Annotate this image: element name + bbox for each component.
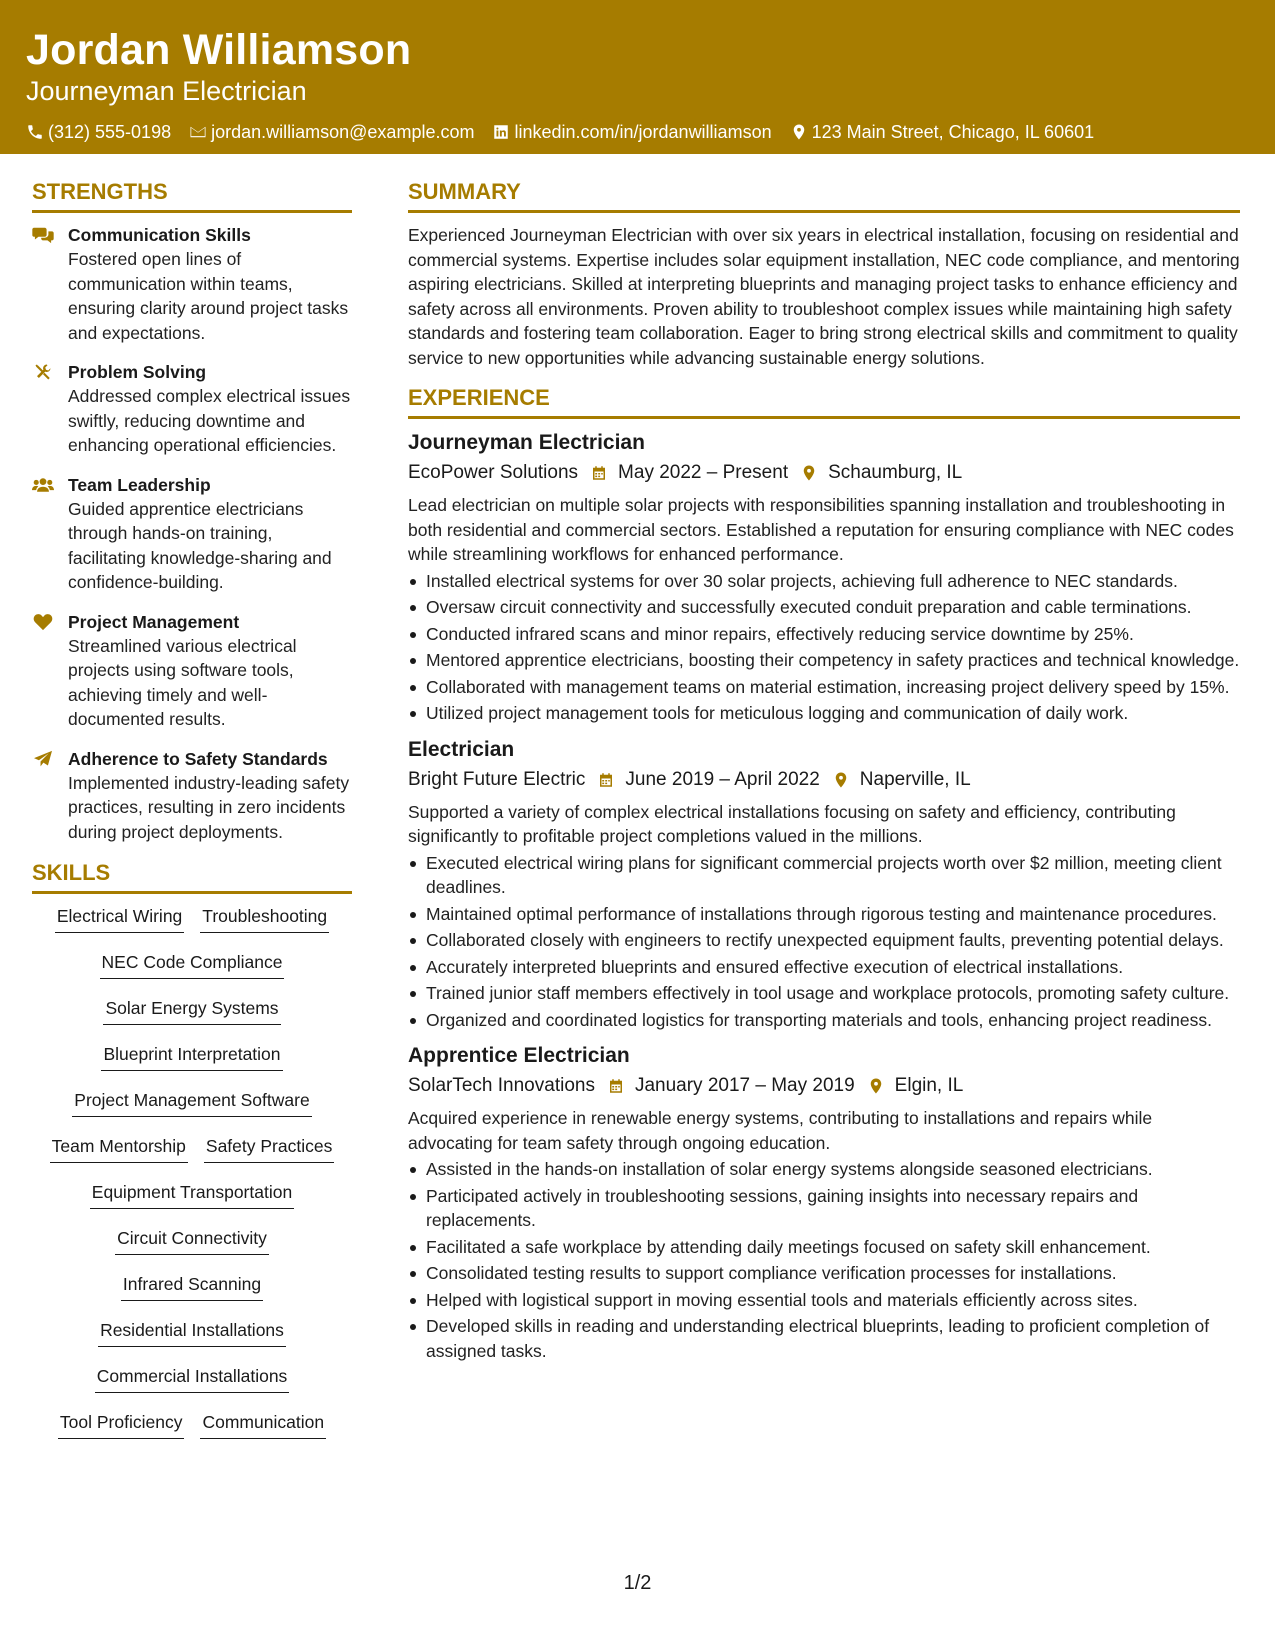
job-bullet: Oversaw circuit connectivity and successfully executed conduit preparation and cable terminations. (408, 595, 1240, 620)
job-bullet: Participated actively in troubleshooting sessions, gaining insights into necessary repairs and replacements. (408, 1184, 1240, 1233)
strengths-heading: STRENGTHS (32, 178, 352, 213)
job-bullet: Accurately interpreted blueprints and ensured effective execution of electrical installations. (408, 955, 1240, 980)
strength-description: Streamlined various electrical projects using software tools, achieving timely and well-documented results. (68, 635, 297, 729)
job-entry (408, 736, 1240, 1033)
skill-tag: Troubleshooting (200, 904, 329, 933)
strength-description: Addressed complex electrical issues swiftly, reducing downtime and enhancing operational efficiencies. (68, 386, 351, 455)
skill-tag: Commercial Installations (95, 1364, 290, 1393)
job-bullets (408, 851, 1240, 1033)
candidate-role: Journeyman Electrician (26, 76, 307, 106)
contact-bar (26, 120, 1249, 144)
resume-header (0, 0, 1275, 154)
map-pin-icon (790, 123, 808, 141)
skill-tag: Communication (200, 1410, 326, 1439)
right-column (408, 178, 1240, 1373)
job-entry (408, 429, 1240, 726)
map-pin-icon (867, 1077, 885, 1095)
job-location: Naperville, IL (859, 768, 971, 790)
summary-text: Experienced Journeyman Electrician with over six years in electrical installation, focusing on residential and commercial systems. Expertise includes solar equipment installation, NEC code compliance, and mentoring aspiring electricians. Skilled at interpreting blueprints and managing project tasks to enhance efficiency and safety across all environments. Proven ability to troubleshoot complex issues while maintaining high safety standards and fostering team collaboration. Eager to bring strong electrical skills and commitment to quality service to new opportunities while advancing sustainable energy solutions. (408, 225, 1240, 368)
skill-tag: Safety Practices (204, 1134, 334, 1163)
job-title: Journeyman Electrician (408, 431, 645, 454)
job-company: SolarTech Innovations (408, 1075, 595, 1096)
envelope-icon (189, 123, 207, 141)
job-description: Supported a variety of complex electrical installations focusing on safety and efficiency, contributing significantly to profitable project completions valued in the millions. (408, 801, 1176, 846)
strength-description: Guided apprentice electricians through hands-on training, facilitating knowledge-sharing and confidence-building. (68, 498, 332, 592)
linkedin-icon (492, 123, 510, 141)
skill-tag: Equipment Transportation (90, 1180, 294, 1209)
contact-email[interactable] (189, 120, 474, 144)
page-number: 1/2 (623, 1572, 652, 1594)
paper-plane-icon (32, 750, 54, 768)
job-location: Schaumburg, IL (828, 462, 963, 483)
skill-tag: Team Mentorship (50, 1134, 188, 1163)
candidate-name: Jordan Williamson (26, 26, 412, 74)
comments-icon (32, 226, 54, 244)
experience-heading: EXPERIENCE (408, 384, 1240, 419)
job-title: Apprentice Electrician (408, 1044, 630, 1067)
users-icon (32, 476, 54, 494)
calendar-icon (607, 1077, 625, 1095)
skill-tag: Project Management Software (72, 1088, 311, 1117)
summary-heading: SUMMARY (408, 178, 1240, 213)
job-description: Acquired experience in renewable energy systems, contributing to installations and repairs while advocating for team safety through ongoing education. (408, 1108, 1153, 1153)
job-bullet: Maintained optimal performance of installations through rigorous testing and maintenance procedures. (408, 902, 1240, 927)
job-location: Elgin, IL (894, 1075, 964, 1096)
contact-address (790, 120, 1095, 144)
job-bullets (408, 569, 1240, 726)
contact-email-text: jordan.williamson@example.com (211, 122, 475, 142)
contact-phone-text: (312) 555-0198 (48, 122, 172, 142)
job-bullet: Facilitated a safe workplace by attending daily meetings focused on safety skill enhancement. (408, 1235, 1240, 1260)
job-meta (408, 765, 1240, 795)
skill-tag: NEC Code Compliance (100, 950, 285, 979)
job-bullet: Executed electrical wiring plans for significant commercial projects worth over $2 million, meeting client deadlines. (408, 851, 1240, 900)
job-bullet: Collaborated closely with engineers to rectify unexpected equipment faults, preventing potential delays. (408, 928, 1240, 953)
strength-name: Problem Solving (68, 362, 207, 382)
job-bullet: Conducted infrared scans and minor repairs, effectively reducing service downtime by 25%. (408, 622, 1240, 647)
job-bullet: Consolidated testing results to support compliance verification processes for installations. (408, 1261, 1240, 1286)
job-entry (408, 1042, 1240, 1363)
job-dates: June 2019 – April 2022 (625, 768, 820, 790)
tools-icon (32, 363, 54, 381)
strength-item (32, 610, 352, 732)
skills-heading: SKILLS (32, 859, 352, 894)
contact-phone[interactable] (26, 120, 171, 144)
strength-item (32, 473, 352, 595)
job-bullet: Assisted in the hands-on installation of solar energy systems alongside seasoned electricians. (408, 1157, 1240, 1182)
job-title: Electrician (408, 737, 515, 761)
job-company: Bright Future Electric (408, 768, 586, 790)
job-bullet: Organized and coordinated logistics for transporting materials and tools, enhancing project readiness. (408, 1008, 1240, 1033)
job-bullet: Helped with logistical support in moving essential tools and materials efficiently across sites. (408, 1288, 1240, 1313)
phone-icon (26, 123, 44, 141)
contact-linkedin[interactable] (492, 120, 771, 144)
calendar-icon (597, 771, 615, 789)
job-dates: January 2017 – May 2019 (634, 1075, 855, 1096)
job-description: Lead electrician on multiple solar projects with responsibilities spanning installation and troubleshooting in both residential and commercial sectors. Established a reputation for ensuring compliance with NEC codes while streamlining workflows for enhanced performance. (408, 495, 1234, 564)
skill-tag: Infrared Scanning (121, 1272, 263, 1301)
strength-name: Team Leadership (68, 474, 211, 495)
skill-tag: Blueprint Interpretation (101, 1042, 282, 1071)
contact-address-text: 123 Main Street, Chicago, IL 60601 (811, 122, 1095, 142)
job-meta (408, 458, 1240, 488)
job-bullet: Utilized project management tools for meticulous logging and communication of daily work. (408, 701, 1240, 726)
strength-description: Implemented industry-leading safety practices, resulting in zero incidents during project deployments. (68, 772, 350, 842)
job-bullets (408, 1157, 1240, 1363)
contact-linkedin-text: linkedin.com/in/jordanwilliamson (514, 122, 772, 142)
skill-tag: Residential Installations (98, 1318, 286, 1347)
strength-item (32, 747, 352, 845)
job-bullet: Installed electrical systems for over 30 solar projects, achieving full adherence to NEC standards. (408, 569, 1240, 594)
map-pin-icon (800, 464, 818, 482)
job-company: EcoPower Solutions (408, 462, 579, 483)
job-bullet: Developed skills in reading and understanding electrical blueprints, leading to proficient completion of assigned tasks. (408, 1314, 1240, 1363)
calendar-icon (590, 464, 608, 482)
skill-tag: Tool Proficiency (58, 1410, 185, 1439)
job-bullet: Collaborated with management teams on material estimation, increasing project delivery speed by 15%. (408, 675, 1240, 700)
skills-list (32, 904, 352, 1456)
skill-tag: Electrical Wiring (55, 904, 184, 933)
left-column (32, 178, 352, 1456)
job-meta (408, 1071, 1240, 1101)
job-bullet: Mentored apprentice electricians, boosting their competency in safety practices and technical knowledge. (408, 648, 1240, 673)
job-bullet: Trained junior staff members effectively in tool usage and workplace protocols, promoting safety culture. (408, 981, 1240, 1006)
skill-tag: Circuit Connectivity (115, 1226, 269, 1255)
strength-item (32, 223, 352, 345)
strength-name: Project Management (68, 611, 240, 632)
skill-tag: Solar Energy Systems (103, 996, 280, 1025)
job-dates: May 2022 – Present (618, 462, 789, 483)
strength-description: Fostered open lines of communication within teams, ensuring clarity around project tasks and expectations. (68, 249, 349, 343)
strength-item (32, 360, 352, 458)
map-pin-icon (832, 771, 850, 789)
strength-name: Communication Skills (68, 225, 251, 245)
strength-name: Adherence to Safety Standards (68, 748, 328, 769)
heart-icon (32, 613, 54, 631)
